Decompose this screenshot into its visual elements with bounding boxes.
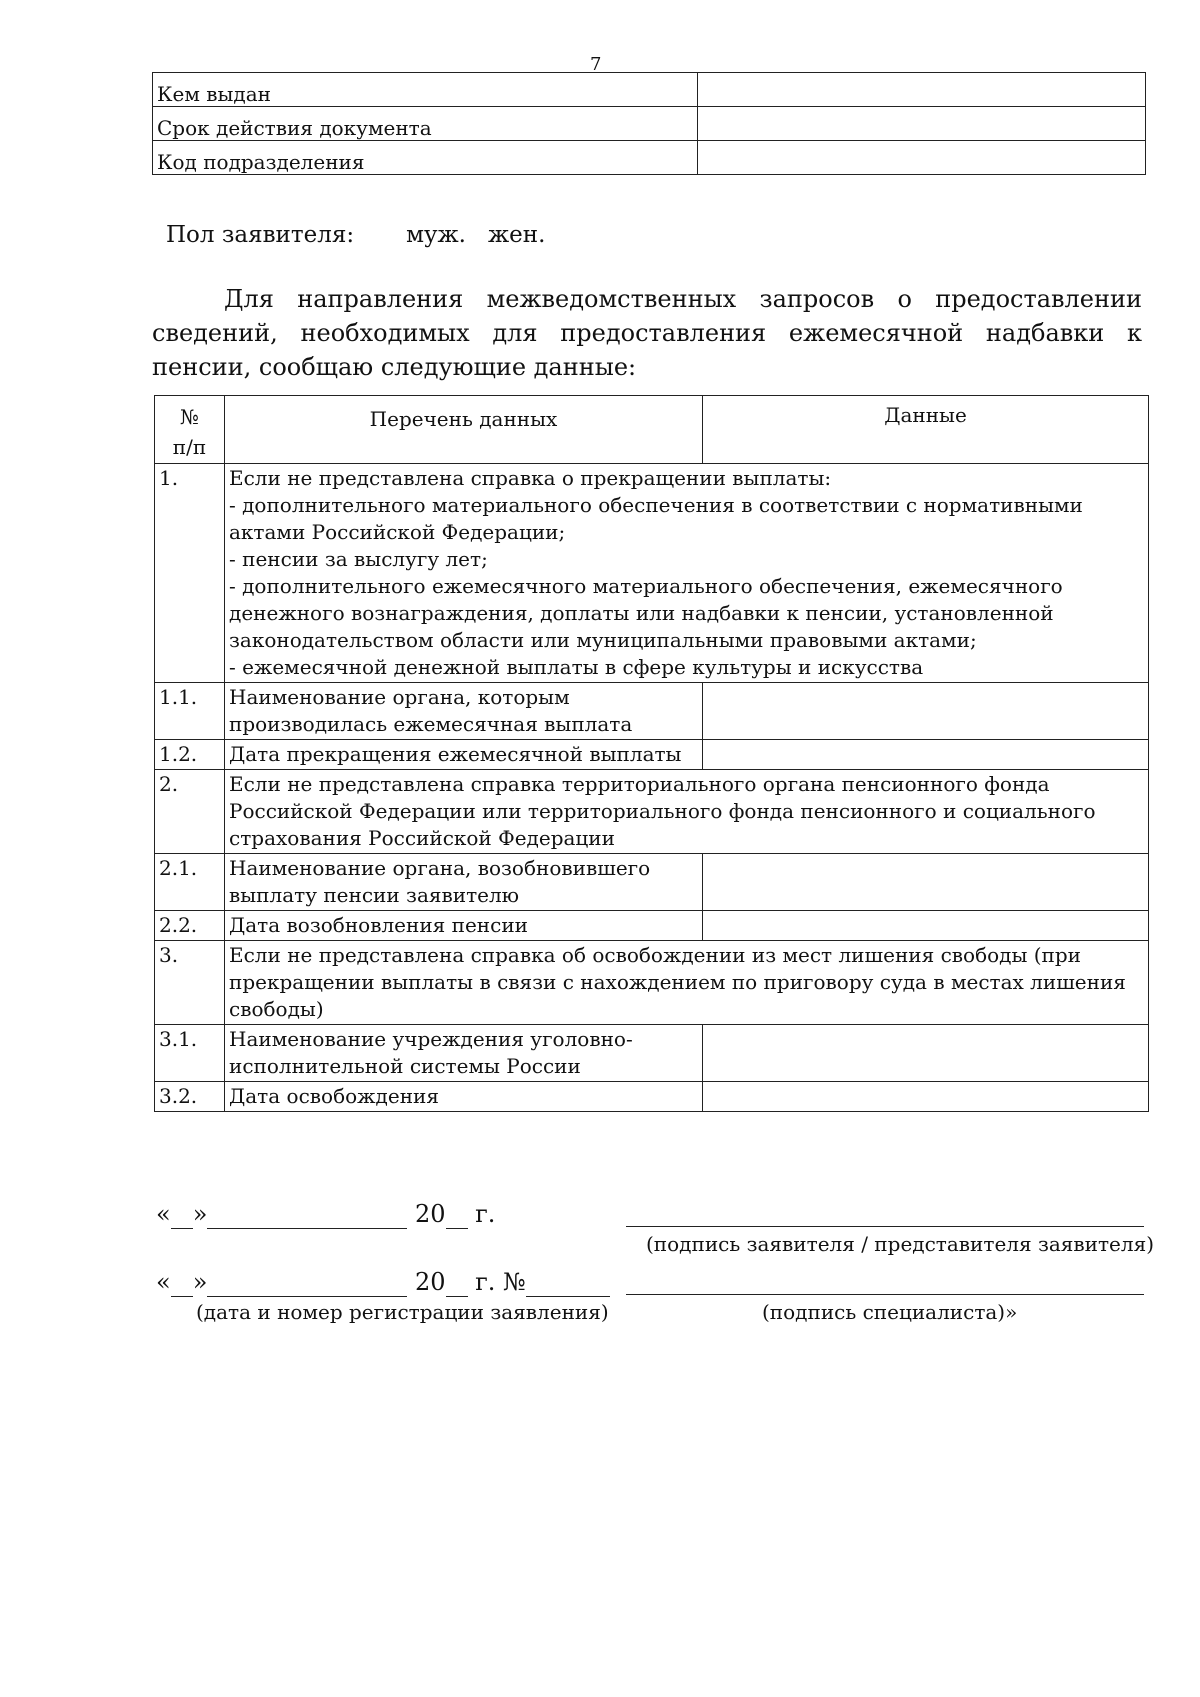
row-text-line: - пенсии за выслугу лет; <box>229 547 488 571</box>
table-row <box>153 107 1146 141</box>
quote-open: « <box>156 1200 171 1228</box>
header-number <box>155 396 225 464</box>
gender-label: Пол заявителя: <box>166 222 355 248</box>
applicant-signature-caption: (подпись заявителя / представителя заявителя) <box>646 1232 1155 1256</box>
row-value-field[interactable] <box>703 854 1149 911</box>
row-number: 1. <box>155 464 225 683</box>
applicant-signature-line[interactable] <box>626 1226 1144 1227</box>
division-code-label: Код подразделения <box>153 141 698 175</box>
row-number: 3. <box>155 941 225 1025</box>
row-text <box>225 464 1149 683</box>
table-row <box>153 141 1146 175</box>
table-row <box>153 73 1146 107</box>
validity-label: Срок действия документа <box>153 107 698 141</box>
year-prefix: 20 <box>415 1268 446 1296</box>
table-row <box>155 740 1149 770</box>
table-row <box>155 1082 1149 1112</box>
document-details-table <box>152 72 1146 175</box>
registration-date-line <box>156 1268 610 1297</box>
gender-selection <box>166 222 545 248</box>
day-field[interactable] <box>171 1268 193 1297</box>
table-row <box>155 941 1149 1025</box>
row-text: Наименование учреждения уголовно-исполнительной системы России <box>225 1025 703 1082</box>
row-text-line: Если не представлена справка о прекращении выплаты: <box>229 466 832 490</box>
specialist-signature-line[interactable] <box>626 1294 1144 1295</box>
validity-value[interactable] <box>698 107 1146 141</box>
row-text: Дата освобождения <box>225 1082 703 1112</box>
gender-female-option[interactable]: жен. <box>487 222 546 248</box>
row-text: Дата возобновления пенсии <box>225 911 703 941</box>
header-data-list: Перечень данных <box>225 396 703 464</box>
page-number: 7 <box>590 54 602 75</box>
row-value-field[interactable] <box>703 911 1149 941</box>
row-number: 1.1. <box>155 683 225 740</box>
year-suffix: г. <box>475 1200 496 1228</box>
applicant-date-line <box>156 1200 495 1229</box>
row-text: Дата прекращения ежемесячной выплаты <box>225 740 703 770</box>
day-field[interactable] <box>171 1200 193 1229</box>
registration-caption: (дата и номер регистрации заявления) <box>196 1300 609 1324</box>
row-number: 2.2. <box>155 911 225 941</box>
table-row <box>155 1025 1149 1082</box>
month-field[interactable] <box>207 1268 407 1297</box>
row-value-field[interactable] <box>703 1025 1149 1082</box>
header-data: Данные <box>703 396 1149 464</box>
row-text: Наименование органа, которым производилась ежемесячная выплата <box>225 683 703 740</box>
table-row <box>155 683 1149 740</box>
table-row <box>155 854 1149 911</box>
quote-close: » <box>192 1200 208 1228</box>
year-field[interactable] <box>446 1200 468 1229</box>
row-number: 1.2. <box>155 740 225 770</box>
row-text: Наименование органа, возобновившего выплату пенсии заявителю <box>225 854 703 911</box>
month-field[interactable] <box>207 1200 407 1229</box>
row-text-line: - дополнительного материального обеспечения в соответствии с нормативными актами Российской Федерации; <box>229 493 1083 544</box>
data-list-table <box>154 395 1149 1112</box>
row-number: 2.1. <box>155 854 225 911</box>
row-value-field[interactable] <box>703 740 1149 770</box>
row-text: Если не представлена справка об освобождении из мест лишения свободы (при прекращении выплаты в связи с нахождением по приговору суда в местах лишения свободы) <box>225 941 1149 1025</box>
year-field[interactable] <box>446 1268 468 1297</box>
table-row <box>155 464 1149 683</box>
number-sign: № <box>503 1268 526 1296</box>
gender-male-option[interactable]: муж. <box>406 222 466 248</box>
table-header-row <box>155 396 1149 464</box>
row-text-line: - ежемесячной денежной выплаты в сфере культуры и искусства <box>229 655 924 679</box>
quote-close: » <box>192 1268 208 1296</box>
year-prefix: 20 <box>415 1200 446 1228</box>
issued-by-label: Кем выдан <box>153 73 698 107</box>
table-row <box>155 911 1149 941</box>
row-number: 3.2. <box>155 1082 225 1112</box>
specialist-signature-caption: (подпись специалиста)» <box>762 1300 1018 1324</box>
row-number: 3.1. <box>155 1025 225 1082</box>
table-row <box>155 770 1149 854</box>
row-number: 2. <box>155 770 225 854</box>
intro-paragraph: Для направления межведомственных запросов о предоставлении сведений, необходимых для предоставления ежемесячной надбавки к пенсии, сообщаю следующие данные: <box>152 285 1142 381</box>
quote-open: « <box>156 1268 171 1296</box>
row-text: Если не представлена справка территориального органа пенсионного фонда Российской Федерации или территориального фонда пенсионного и социального страхования Российской Федерации <box>225 770 1149 854</box>
row-text-line: - дополнительного ежемесячного материального обеспечения, ежемесячного денежного вознаграждения, доплаты или надбавки к пенсии, установленной законодательством области или муниципальными правовыми актами; <box>229 574 1063 652</box>
header-number-line1: № <box>180 405 199 429</box>
row-value-field[interactable] <box>703 1082 1149 1112</box>
header-number-line2: п/п <box>172 435 207 459</box>
issued-by-value[interactable] <box>698 73 1146 107</box>
registration-number-field[interactable] <box>526 1268 610 1297</box>
division-code-value[interactable] <box>698 141 1146 175</box>
year-suffix: г. <box>475 1268 496 1296</box>
row-value-field[interactable] <box>703 683 1149 740</box>
